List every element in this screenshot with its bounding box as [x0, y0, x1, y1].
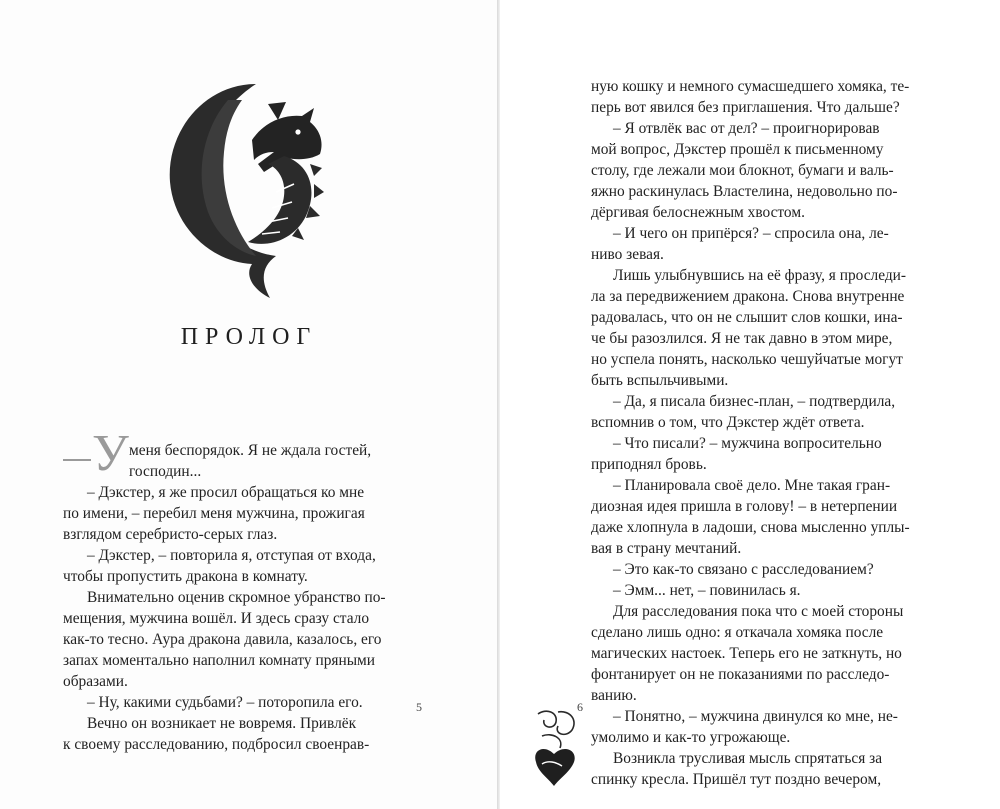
left-page — [0, 0, 498, 809]
text-line: но успела понять, насколько чешуйчатые могут — [591, 351, 903, 368]
chapter-title: ПРОЛОГ — [180, 324, 318, 350]
text-line: – Я отвлёк вас от дел? – проигнорировав — [613, 120, 880, 137]
text-line: по имени, – перебил меня мужчина, прожигая — [63, 505, 365, 522]
text-line: вая в страну мечтаний. — [591, 540, 742, 557]
text-line: – Что писали? – мужчина вопросительно — [613, 435, 882, 452]
text-line: яжно раскинулась Властелина, недовольно по- — [591, 183, 898, 200]
text-line: Возникла трусливая мысль спрятаться за — [613, 750, 883, 767]
text-line: спинку кресла. Пришёл тут поздно вечером, — [591, 771, 882, 788]
text-line: быть вспыльчивыми. — [591, 372, 729, 389]
text-line: – Ну, какими судьбами? – поторопила его. — [87, 694, 363, 711]
text-line: запах моментально наполнил комнату пряными — [63, 652, 376, 669]
text-line: – Это как-то связано с расследованием? — [613, 561, 874, 578]
right-page — [500, 0, 1000, 809]
text-line: фонтанирует он не показаниями по расследо- — [591, 666, 890, 683]
drop-cap — [63, 425, 129, 486]
dragon-emblem-icon — [164, 80, 324, 300]
text-line: образами. — [63, 673, 128, 690]
text-line: вспомнив о том, что Дэкстер ждёт ответа. — [591, 414, 865, 431]
text-line: – Дэкстер, – повторила я, отступая от входа, — [87, 547, 376, 564]
text-line: диозная идея пришла в голову! – в нетерпении — [591, 498, 898, 515]
text-line: Лишь улыбнувшись на её фразу, я проследи- — [613, 267, 907, 284]
text-line: – Дэкстер, я же просил обращаться ко мне — [87, 484, 365, 501]
text-line: как-то тесно. Аура дракона давила, казалось, его — [63, 631, 382, 648]
text-line: ную кошку и немного сумасшедшего хомяка, те- — [591, 78, 910, 95]
page-number-right: 6 — [577, 700, 583, 714]
text-line: че бы разозлился. Я не так давно в этом мире, — [591, 330, 893, 347]
text-line: дёргивая белоснежным хвостом. — [591, 204, 805, 221]
text-line: Внимательно оценив скромное убранство по- — [87, 589, 386, 606]
text-line: мещения, мужчина вошёл. И здесь сразу стало — [63, 610, 370, 627]
text-line: – Понятно, – мужчина двинулся ко мне, не- — [613, 708, 898, 725]
text-line: сделано лишь одно: я откачала хомяка после — [591, 624, 884, 641]
text-line: столу, где лежали мои блокнот, бумаги и валь- — [591, 162, 894, 179]
drop-cap-dash — [63, 459, 91, 461]
text-line: – Да, я писала бизнес-план, – подтвердила, — [613, 393, 896, 410]
text-line: магических настоек. Теперь его не заткнуть, но — [591, 645, 902, 662]
heart-flourish-icon — [528, 706, 582, 788]
text-line: к своему расследованию, подбросил своенрав- — [63, 736, 370, 753]
text-line: господин... — [129, 463, 202, 480]
text-line: ванию. — [591, 687, 637, 704]
text-line: взглядом серебристо-серых глаз. — [63, 526, 278, 543]
text-line: радовалась, что он не слышит слов кошки, ина- — [591, 309, 903, 326]
text-line: умолимо и как-то угрожающе. — [591, 729, 791, 746]
text-line: меня беспорядок. Я не ждала гостей, — [129, 442, 372, 459]
text-line: – Эмм... нет, – повинилась я. — [613, 582, 801, 599]
text-line: ла за передвижением дракона. Снова внутренне — [591, 288, 905, 305]
text-line: ниво зевая. — [591, 246, 664, 263]
drop-cap-letter: У — [92, 425, 129, 482]
text-line: Вечно он возникает не вовремя. Привлёк — [87, 715, 357, 732]
text-line: Для расследования пока что с моей стороны — [613, 603, 904, 620]
text-line: мой вопрос, Дэкстер прошёл к письменному — [591, 141, 884, 158]
page-number-left: 5 — [416, 700, 422, 714]
text-line: – Планировала своё дело. Мне такая гран- — [613, 477, 891, 494]
text-line: перь вот явился без приглашения. Что дальше? — [591, 99, 900, 116]
text-line: даже хлопнула в ладоши, снова мысленно уплы- — [591, 519, 910, 536]
text-line: – И чего он припёрся? – спросила она, ле- — [613, 225, 889, 242]
text-line: чтобы пропустить дракона в комнату. — [63, 568, 308, 585]
text-line: приподнял бровь. — [591, 456, 707, 473]
